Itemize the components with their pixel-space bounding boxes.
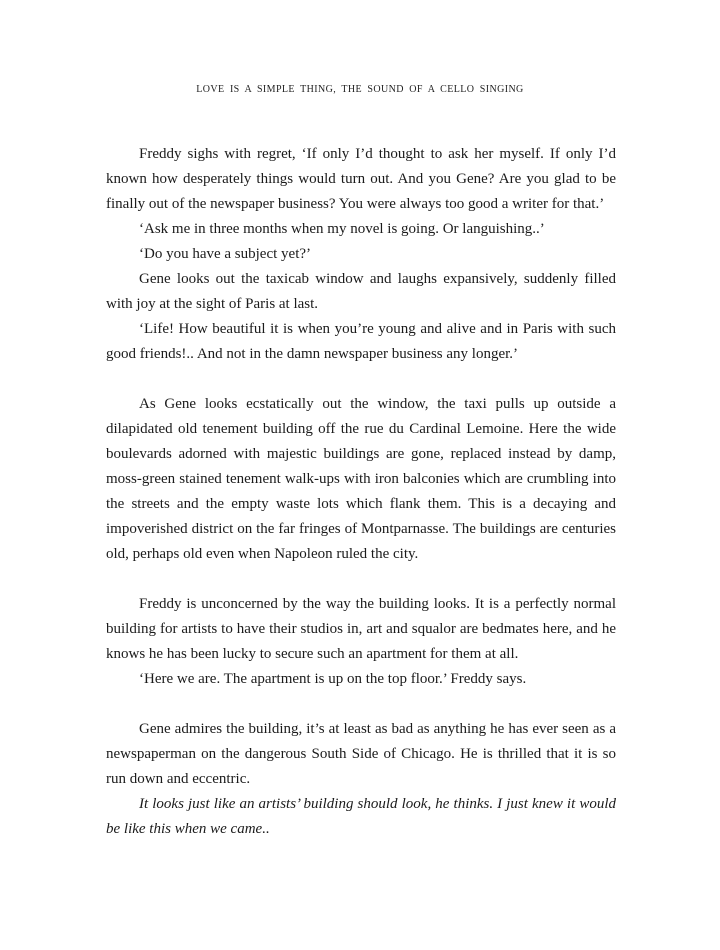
document-body (106, 142, 616, 842)
paragraph: ‘Do you have a subject yet?’ (139, 246, 312, 262)
paragraph: Gene admires the building, it’s at least as bad as anything he has ever seen as a newspaperman on the dangerous South Side of Chicago. He is thrilled that it is so run down and eccentric. (106, 721, 616, 787)
paragraph: Gene looks out the taxicab window and laughs expansively, suddenly filled with joy at the sight of Paris at last. (106, 271, 616, 312)
paragraph: As Gene looks ecstatically out the window, the taxi pulls up outside a dilapidated old tenement building off the rue du Cardinal Lemoine. Here the wide boulevards adorned with majestic buildings are gone, replaced instead by damp, moss-green stained tenement walk-ups with iron balconies which are crumbling into the streets and the empty waste lots which flank them. This is a decaying and impoverished district on the far fringes of Montparnasse. The buildings are centuries old, perhaps old even when Napoleon ruled the city. (106, 396, 616, 562)
paragraph: ‘Life! How beautiful it is when you’re young and alive and in Paris with such good friends!.. And not in the damn newspaper business any longer.’ (106, 321, 616, 362)
paragraph: ‘Ask me in three months when my novel is going. Or languishing..’ (139, 221, 545, 237)
paragraph: Freddy is unconcerned by the way the building looks. It is a perfectly normal building for artists to have their studios in, art and squalor are bedmates here, and he knows he has been lucky to secure such an apartment for them at all. (106, 596, 616, 662)
paragraph: ‘Here we are. The apartment is up on the top floor.’ Freddy says. (139, 671, 527, 687)
paragraph: It looks just like an artists’ building should look, he thinks. I just knew it would be like this when we came.. (106, 796, 616, 837)
running-header: LOVE IS A SIMPLE THING, THE SOUND OF A CELLO SINGING (196, 84, 524, 95)
paragraph: Freddy sighs with regret, ‘If only I’d thought to ask her myself. If only I’d known how desperately things would turn out. And you Gene? Are you glad to be finally out of the newspaper business? You were always too good a writer for that.’ (106, 146, 616, 212)
